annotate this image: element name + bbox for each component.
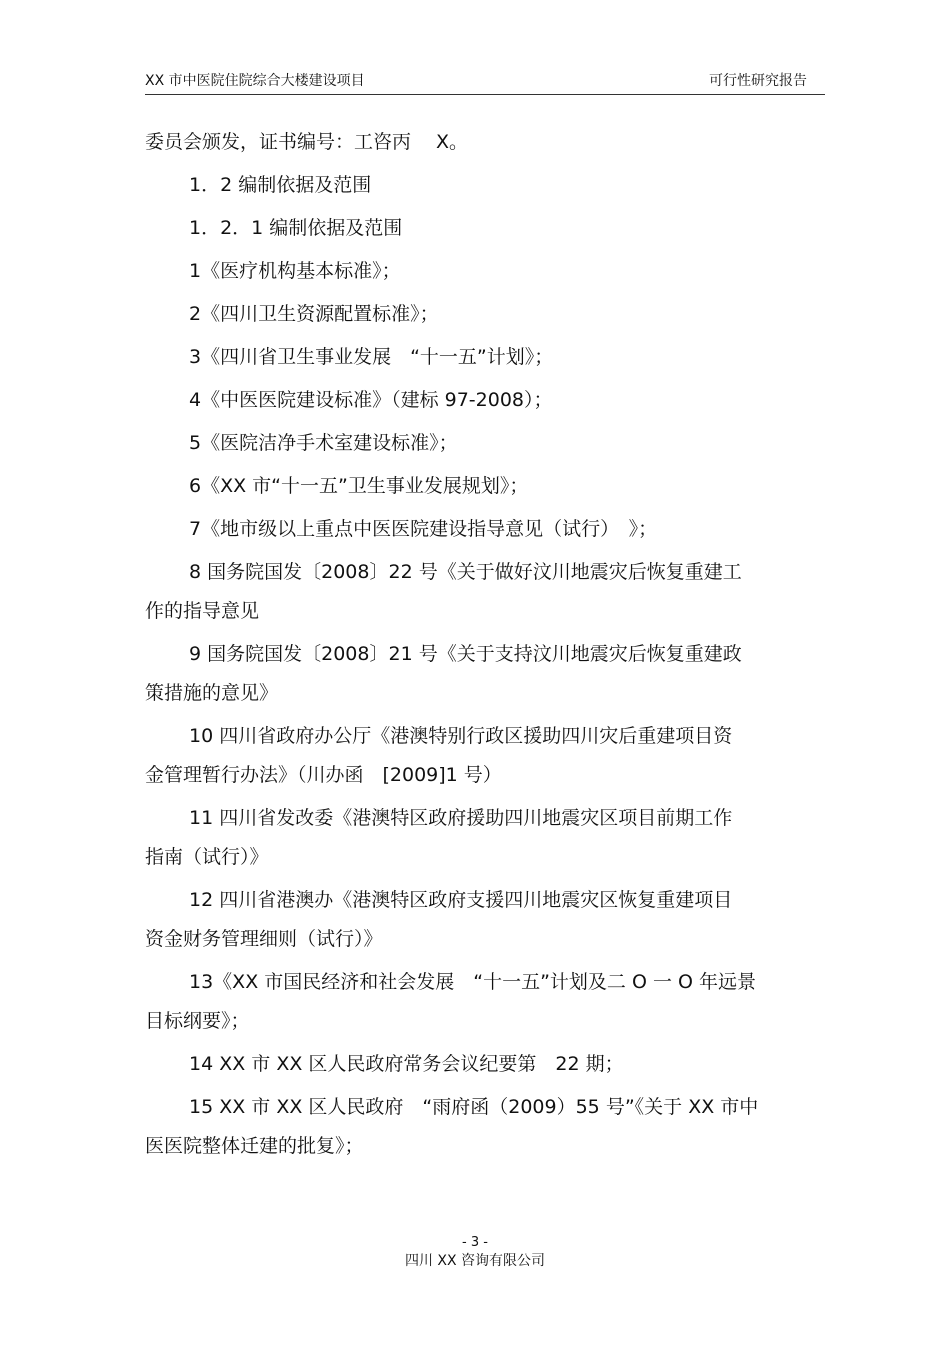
page-header: [145, 72, 825, 95]
text-line: 9 国务院国发〔2008〕21 号《关于支持汶川地震灾后恢复重建政: [189, 643, 742, 665]
header-report-type: 可行性研究报告: [709, 73, 807, 89]
text-line: 12 四川省港澳办《港澳特区政府支援四川地震灾区恢复重建项目: [189, 889, 733, 911]
text-line: 金管理暂行办法》（川办函 [2009]1 号）: [145, 764, 502, 786]
header-project-title: XX 市中医院住院综合大楼建设项目: [145, 73, 365, 89]
text-line: 6《XX 市“十一五”卫生事业发展规划》；: [189, 475, 529, 497]
text-line: 10 四川省政府办公厅《港澳特别行政区援助四川灾后重建项目资: [189, 725, 733, 747]
text-line: 3《四川省卫生事业发展 “十一五”计划》；: [189, 346, 554, 368]
text-line: 1《医疗机构基本标准》；: [189, 260, 401, 282]
document-body: [145, 128, 825, 1160]
footer-company: 四川 XX 咨询有限公司: [404, 1253, 546, 1269]
text-line: 11 四川省发改委《港澳特区政府援助四川地震灾区项目前期工作: [189, 807, 733, 829]
text-line: 策措施的意见》: [145, 682, 279, 704]
text-line: 1．2．1 编制依据及范围: [189, 217, 403, 239]
text-line: 7《地市级以上重点中医医院建设指导意见（试行） 》；: [189, 518, 658, 540]
text-line: 5《医院洁净手术室建设标准》；: [189, 432, 458, 454]
text-line: 1．2 编制依据及范围: [189, 174, 372, 196]
text-line: 医医院整体迁建的批复》；: [145, 1135, 364, 1157]
text-line: 4《中医医院建设标准》（建标 97-2008）；: [189, 389, 553, 411]
text-line: 目标纲要》；: [145, 1010, 250, 1032]
text-line: 指南（试行）》: [145, 846, 269, 868]
text-line: 委员会颁发，证书编号：工咨丙 X。: [145, 131, 469, 153]
text-line: 8 国务院国发〔2008〕22 号《关于做好汶川地震灾后恢复重建工: [189, 561, 742, 583]
page-number: - 3 -: [462, 1235, 488, 1250]
text-line: 资金财务管理细则（试行）》: [145, 928, 383, 950]
text-line: 13《XX 市国民经济和社会发展 “十一五”计划及二 O 一 O 年远景: [189, 971, 757, 993]
text-line: 15 XX 市 XX 区人民政府 “雨府函（2009）55 号”《关于 XX 市中: [189, 1096, 759, 1118]
text-line: 2《四川卫生资源配置标准》；: [189, 303, 439, 325]
text-line: 14 XX 市 XX 区人民政府常务会议纪要第 22 期；: [189, 1053, 624, 1075]
text-line: 作的指导意见: [145, 600, 260, 622]
